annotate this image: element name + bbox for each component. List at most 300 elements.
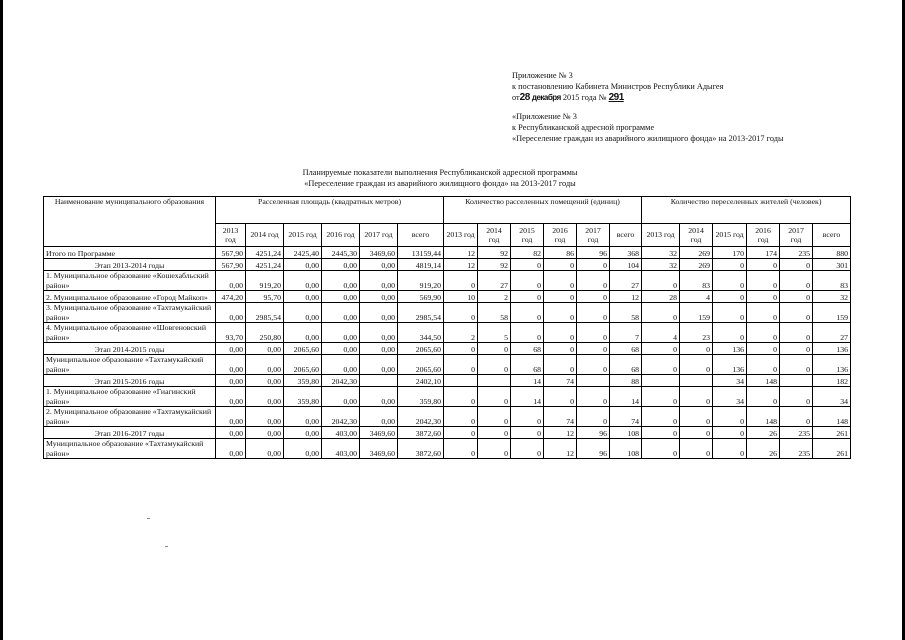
indicators-table [43, 196, 851, 459]
row-cell: 359,80 [398, 387, 444, 407]
header-residents-year-2: 2015 год [713, 224, 747, 247]
row-cell: 0,00 [360, 323, 398, 343]
row-cell: 0,00 [322, 323, 360, 343]
row-cell: 0 [780, 323, 813, 343]
row-cell: 136 [813, 355, 851, 375]
row-cell: 0 [577, 387, 610, 407]
row-cell: 27 [813, 323, 851, 343]
row-cell: 0 [544, 355, 577, 375]
row-cell: 0,00 [322, 387, 360, 407]
row-cell: 14 [511, 375, 544, 387]
row-cell: 4251,24 [246, 247, 284, 259]
row-cell: 2042,30 [398, 407, 444, 427]
row-cell: 0 [680, 427, 713, 439]
row-cell: 108 [610, 439, 642, 459]
date-year: 2015 года № [562, 93, 607, 102]
resolution-number: 291 [608, 92, 624, 103]
row-cell: 0 [444, 355, 478, 375]
row-cell: 269 [680, 247, 713, 259]
row-name: Муниципальное образование «Тахтамукайский район» [44, 439, 216, 459]
row-cell: 159 [680, 303, 713, 323]
row-cell: 0 [444, 303, 478, 323]
resolution-reference: к постановлению Кабинета Министров Республики Адыгея [512, 82, 724, 91]
row-cell: 250,80 [246, 323, 284, 343]
row-cell: 359,80 [284, 387, 322, 407]
row-name: 4. Муниципальное образование «Шовгеновский район» [44, 323, 216, 343]
row-cell: 3469,60 [360, 427, 398, 439]
row-cell: 3469,60 [360, 439, 398, 459]
row-cell: 0,00 [322, 259, 360, 271]
row-cell: 0 [511, 259, 544, 271]
row-cell: 0 [511, 291, 544, 303]
row-cell: 2985,54 [246, 303, 284, 323]
row-cell: 148 [747, 407, 780, 427]
row-cell: 0 [747, 343, 780, 355]
row-cell: 0 [780, 303, 813, 323]
row-cell: 0 [577, 407, 610, 427]
stage-row [44, 427, 851, 439]
scan-edge-left [0, 0, 3, 640]
row-cell: 0 [478, 387, 511, 407]
row-cell: 0,00 [360, 259, 398, 271]
row-cell: 0 [780, 407, 813, 427]
row-cell: 0,00 [360, 271, 398, 291]
row-cell: 235 [780, 427, 813, 439]
row-cell: 0,00 [322, 291, 360, 303]
row-cell: 136 [713, 355, 747, 375]
row-cell: 269 [680, 259, 713, 271]
row-cell: 0 [680, 387, 713, 407]
row-cell: 0,00 [216, 343, 246, 355]
row-cell: 2445,30 [322, 247, 360, 259]
row-cell: 182 [813, 375, 851, 387]
row-cell: 0,00 [322, 355, 360, 375]
stage-row [44, 259, 851, 271]
row-cell: 0 [780, 259, 813, 271]
row-cell: 403,00 [322, 427, 360, 439]
row-cell: 567,90 [216, 247, 246, 259]
row-cell: 0 [642, 427, 680, 439]
row-cell: 0,00 [216, 375, 246, 387]
row-cell: 5 [478, 323, 511, 343]
row-cell: 82 [511, 247, 544, 259]
header-rooms-year-3: 2016 год [544, 224, 577, 247]
row-cell: 0 [478, 343, 511, 355]
row-cell: 0 [511, 303, 544, 323]
row-cell: 0,00 [284, 303, 322, 323]
scan-speck [147, 518, 150, 519]
row-cell: 92 [478, 259, 511, 271]
row-cell: 235 [780, 439, 813, 459]
header-rooms-year-0: 2013 год [444, 224, 478, 247]
table-row [44, 323, 851, 343]
row-cell: 0,00 [284, 427, 322, 439]
row-cell: 0 [747, 259, 780, 271]
row-cell: 0,00 [246, 407, 284, 427]
row-cell: 34 [813, 387, 851, 407]
row-cell: 58 [610, 303, 642, 323]
header-rooms-year-1: 2014 год [478, 224, 511, 247]
row-cell: 0 [642, 439, 680, 459]
row-cell: 0,00 [246, 343, 284, 355]
row-cell: 96 [577, 439, 610, 459]
row-cell: 0,00 [322, 343, 360, 355]
row-cell: 34 [713, 375, 747, 387]
row-cell: 27 [610, 271, 642, 291]
row-cell: 4 [642, 323, 680, 343]
table-row [44, 271, 851, 291]
row-cell: 2042,30 [322, 407, 360, 427]
row-cell: 0,00 [216, 387, 246, 407]
row-cell: 0 [713, 303, 747, 323]
row-cell: 136 [813, 343, 851, 355]
row-cell: 0 [577, 259, 610, 271]
row-cell: 4 [680, 291, 713, 303]
row-cell: 0 [780, 271, 813, 291]
row-cell: 96 [577, 247, 610, 259]
row-cell: 0 [544, 271, 577, 291]
row-cell: 104 [610, 259, 642, 271]
row-cell: 0 [478, 355, 511, 375]
row-cell: 0 [747, 303, 780, 323]
date-day: 28 [519, 92, 530, 103]
row-cell: 0,00 [360, 355, 398, 375]
row-cell: 0 [577, 323, 610, 343]
row-cell [642, 375, 680, 387]
row-cell: 0 [713, 271, 747, 291]
row-cell: 261 [813, 427, 851, 439]
row-cell: 0,00 [284, 323, 322, 343]
header-area-year-0: 2013 год [216, 224, 246, 247]
row-cell: 108 [610, 427, 642, 439]
row-cell: 0,00 [216, 427, 246, 439]
row-cell: 2 [478, 291, 511, 303]
scan-speck [165, 546, 168, 547]
row-cell [444, 375, 478, 387]
row-cell: 919,20 [246, 271, 284, 291]
row-cell: 74 [610, 407, 642, 427]
row-cell: 83 [680, 271, 713, 291]
row-cell: 170 [713, 247, 747, 259]
row-cell: 0 [680, 407, 713, 427]
row-cell: 92 [478, 247, 511, 259]
row-cell: 569,90 [398, 291, 444, 303]
table-row [44, 407, 851, 427]
row-cell: 0 [511, 323, 544, 343]
row-cell: 0 [577, 291, 610, 303]
row-cell: 0,00 [246, 439, 284, 459]
row-cell: 0 [713, 291, 747, 303]
row-cell: 148 [747, 375, 780, 387]
row-cell: 68 [610, 343, 642, 355]
row-cell: 235 [780, 247, 813, 259]
row-cell: 0,00 [216, 303, 246, 323]
row-cell: 26 [747, 439, 780, 459]
row-cell: 0,00 [322, 303, 360, 323]
header-area-year-5: всего [398, 224, 444, 247]
row-cell: 0 [780, 343, 813, 355]
row-cell: 2065,60 [284, 343, 322, 355]
appendix-header [512, 70, 784, 144]
row-cell: 0,00 [284, 259, 322, 271]
row-cell: 12 [444, 247, 478, 259]
header-residents-year-5: всего [813, 224, 851, 247]
row-cell: 2402,10 [398, 375, 444, 387]
row-cell: 32 [813, 291, 851, 303]
row-cell: 74 [544, 375, 577, 387]
stage-row [44, 375, 851, 387]
row-cell: 0 [713, 427, 747, 439]
row-cell: 0 [478, 439, 511, 459]
row-cell: 0 [642, 355, 680, 375]
table-row [44, 439, 851, 459]
row-cell: 0 [444, 439, 478, 459]
header-residents-year-4: 2017 год [780, 224, 813, 247]
row-name: 1. Муниципальное образование «Гиагинский район» [44, 387, 216, 407]
row-cell: 301 [813, 259, 851, 271]
row-cell: 0 [511, 439, 544, 459]
row-name: 3. Муниципальное образование «Тахтамукайский район» [44, 303, 216, 323]
row-cell: 0,00 [246, 387, 284, 407]
row-name: 2. Муниципальное образование «Тахтамукайский район» [44, 407, 216, 427]
row-cell [360, 375, 398, 387]
row-cell [577, 375, 610, 387]
row-cell: 68 [511, 343, 544, 355]
row-cell: 7 [610, 323, 642, 343]
row-cell: 919,20 [398, 271, 444, 291]
row-cell: 0 [544, 343, 577, 355]
row-cell: 474,20 [216, 291, 246, 303]
row-cell: 0,00 [360, 291, 398, 303]
row-cell: 12 [544, 427, 577, 439]
row-cell: 27 [478, 271, 511, 291]
row-cell: 74 [544, 407, 577, 427]
row-cell: 28 [642, 291, 680, 303]
row-cell: 0,00 [246, 355, 284, 375]
row-cell: 0,00 [246, 375, 284, 387]
row-cell: 0 [747, 323, 780, 343]
row-cell: 880 [813, 247, 851, 259]
row-cell: 34 [713, 387, 747, 407]
header-residents-year-0: 2013 год [642, 224, 680, 247]
row-cell: 58 [478, 303, 511, 323]
table-row [44, 247, 851, 259]
row-name: Этап 2016-2017 годы [44, 427, 216, 439]
row-cell: 4251,24 [246, 259, 284, 271]
table-body [44, 247, 851, 459]
row-name: Этап 2015-2016 годы [44, 375, 216, 387]
row-cell: 0 [544, 291, 577, 303]
header-area-year-3: 2016 год [322, 224, 360, 247]
row-cell: 0 [780, 387, 813, 407]
row-cell: 0,00 [216, 355, 246, 375]
table-row [44, 387, 851, 407]
row-cell: 95,70 [246, 291, 284, 303]
row-cell [780, 375, 813, 387]
table-row [44, 355, 851, 375]
row-cell: 0 [680, 343, 713, 355]
row-cell: 96 [577, 427, 610, 439]
row-cell: 0 [680, 355, 713, 375]
row-cell: 0 [747, 387, 780, 407]
row-cell: 0 [478, 427, 511, 439]
row-cell: 261 [813, 439, 851, 459]
row-cell: 2985,54 [398, 303, 444, 323]
row-cell: 23 [680, 323, 713, 343]
row-cell: 0 [577, 355, 610, 375]
title-line-2: «Переселение граждан из аварийного жилищного фонда» на 2013-2017 годы [304, 178, 576, 188]
row-name: 2. Муниципальное образование «Город Майкоп» [44, 291, 216, 303]
resolution-date-line: от28 декабря 2015 года № 291 [512, 92, 624, 103]
row-cell: 2065,60 [284, 355, 322, 375]
row-cell: 14 [610, 387, 642, 407]
row-cell: 0 [577, 271, 610, 291]
row-cell: 0 [444, 271, 478, 291]
row-name: Этап 2014-2015 годы [44, 343, 216, 355]
row-cell: 93,70 [216, 323, 246, 343]
header-residents-year-1: 2014 год [680, 224, 713, 247]
document-title [180, 168, 700, 189]
row-cell: 0,00 [360, 343, 398, 355]
row-cell: 13159,44 [398, 247, 444, 259]
row-cell: 0,00 [216, 271, 246, 291]
row-cell: 0 [713, 439, 747, 459]
row-cell: 0,00 [322, 271, 360, 291]
row-cell: 32 [642, 247, 680, 259]
row-cell: 0 [642, 387, 680, 407]
row-cell: 2 [444, 323, 478, 343]
row-cell: 0 [544, 259, 577, 271]
title-line-1: Планируемые показатели выполнения Республиканской адресной программы [302, 168, 578, 177]
row-cell: 0 [642, 303, 680, 323]
row-cell: 0,00 [216, 407, 246, 427]
row-cell: 0 [780, 291, 813, 303]
row-cell: 0 [642, 407, 680, 427]
row-cell: 0 [747, 271, 780, 291]
row-cell: 12 [610, 291, 642, 303]
row-cell: 88 [610, 375, 642, 387]
row-cell [478, 375, 511, 387]
header-area-year-2: 2015 год [284, 224, 322, 247]
header-municipality: Наименование муниципального образования [44, 197, 216, 247]
header-rooms-year-5: всего [610, 224, 642, 247]
row-cell: 148 [813, 407, 851, 427]
row-cell: 0,00 [284, 439, 322, 459]
row-cell: 68 [610, 355, 642, 375]
program-reference: к Республиканской адресной программе [512, 123, 655, 132]
row-cell: 86 [544, 247, 577, 259]
header-area-year-1: 2014 год [246, 224, 284, 247]
row-cell: 2425,40 [284, 247, 322, 259]
row-name: 1. Муниципальное образование «Кошехабльский район» [44, 271, 216, 291]
row-cell: 0 [511, 427, 544, 439]
row-cell: 0 [642, 343, 680, 355]
row-cell: 0,00 [360, 407, 398, 427]
table-row [44, 303, 851, 323]
row-name: Муниципальное образование «Тахтамукайский район» [44, 355, 216, 375]
program-appendix-number: «Приложение № 3 [512, 112, 577, 121]
row-cell: 4819,14 [398, 259, 444, 271]
row-cell: 12 [444, 259, 478, 271]
row-cell: 2042,30 [322, 375, 360, 387]
row-cell: 344,50 [398, 323, 444, 343]
row-cell: 32 [642, 259, 680, 271]
row-cell: 0 [713, 323, 747, 343]
row-cell: 359,80 [284, 375, 322, 387]
row-cell: 0 [511, 407, 544, 427]
header-area-group: Расселенная площадь (квадратных метров) [216, 197, 444, 224]
row-cell: 567,90 [216, 259, 246, 271]
stage-row [44, 343, 851, 355]
row-cell: 0 [577, 343, 610, 355]
row-cell: 0,00 [246, 427, 284, 439]
row-cell: 0,00 [216, 439, 246, 459]
header-area-year-4: 2017 год [360, 224, 398, 247]
row-cell: 136 [713, 343, 747, 355]
row-cell: 12 [544, 439, 577, 459]
row-cell: 0 [713, 259, 747, 271]
header-rooms-group: Количество расселенных помещений (единиц) [444, 197, 642, 224]
row-cell [680, 375, 713, 387]
header-rooms-year-4: 2017 год [577, 224, 610, 247]
row-cell: 403,00 [322, 439, 360, 459]
table-row [44, 291, 851, 303]
row-cell: 0,00 [284, 271, 322, 291]
row-cell: 26 [747, 427, 780, 439]
row-cell: 0 [713, 407, 747, 427]
row-cell: 0 [747, 291, 780, 303]
row-cell: 368 [610, 247, 642, 259]
row-cell: 0,00 [284, 291, 322, 303]
row-cell: 0,00 [284, 407, 322, 427]
row-cell: 0 [444, 427, 478, 439]
row-name: Этап 2013-2014 годы [44, 259, 216, 271]
row-cell: 0 [544, 387, 577, 407]
header-residents-group: Количество переселенных жителей (человек) [642, 197, 851, 224]
row-cell: 0 [511, 271, 544, 291]
header-residents-year-3: 2016 год [747, 224, 780, 247]
row-cell: 0,00 [360, 303, 398, 323]
row-cell: 83 [813, 271, 851, 291]
row-cell: 159 [813, 303, 851, 323]
row-cell: 0 [642, 271, 680, 291]
row-cell: 0 [444, 407, 478, 427]
row-cell: 0 [444, 343, 478, 355]
row-cell: 0 [747, 355, 780, 375]
row-cell: 0 [577, 303, 610, 323]
date-month: декабря [531, 93, 561, 102]
row-cell: 3872,60 [398, 427, 444, 439]
row-cell: 0 [680, 439, 713, 459]
row-cell: 68 [511, 355, 544, 375]
row-cell: 0 [780, 355, 813, 375]
row-name: Итого по Программе [44, 247, 216, 259]
row-cell: 10 [444, 291, 478, 303]
row-cell: 174 [747, 247, 780, 259]
row-cell: 2065,60 [398, 343, 444, 355]
row-cell: 14 [511, 387, 544, 407]
row-cell: 0,00 [360, 387, 398, 407]
row-cell: 3469,60 [360, 247, 398, 259]
row-cell: 0 [544, 303, 577, 323]
row-cell: 0 [544, 323, 577, 343]
row-cell: 3872,60 [398, 439, 444, 459]
program-name: «Переселение граждан из аварийного жилищного фонда» на 2013-2017 годы [512, 134, 784, 143]
appendix-number: Приложение № 3 [512, 71, 573, 80]
row-cell: 2065,60 [398, 355, 444, 375]
row-cell: 0 [478, 407, 511, 427]
header-rooms-year-2: 2015 год [511, 224, 544, 247]
